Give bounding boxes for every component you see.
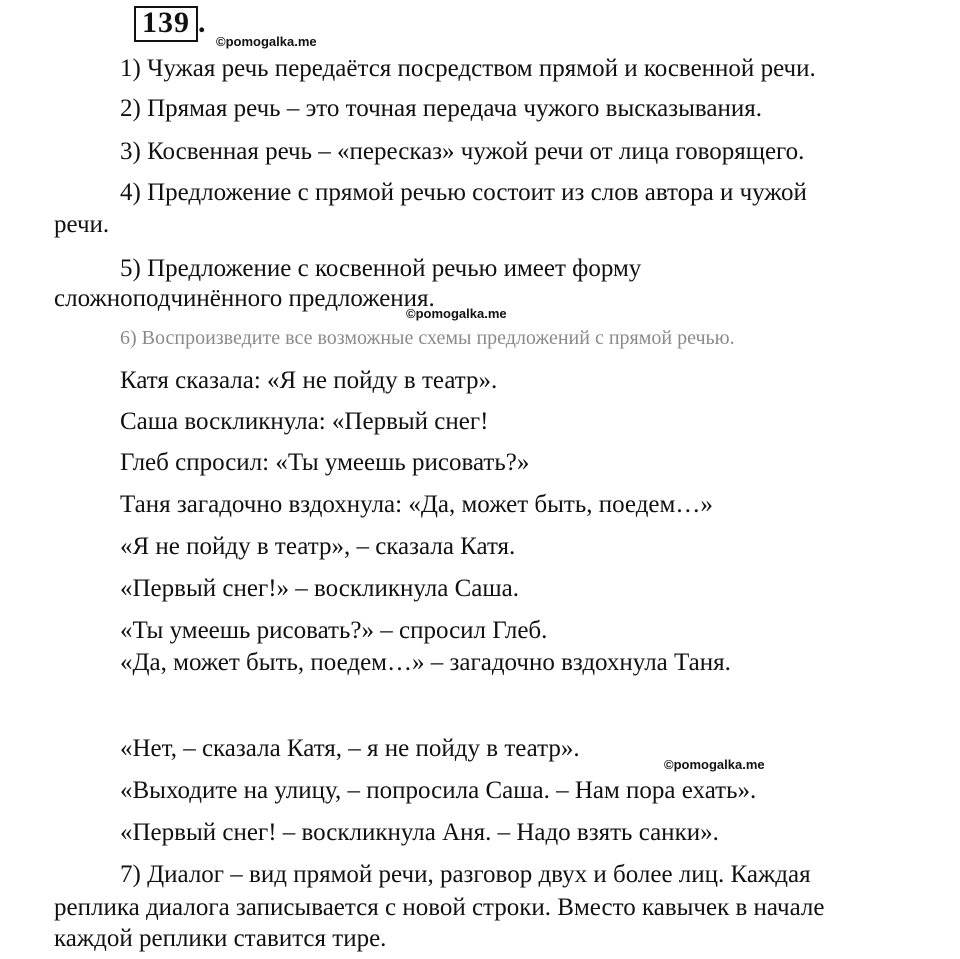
watermark: ©pomogalka.me — [406, 306, 507, 321]
example-sentence: Таня загадочно вздохнула: «Да, может быть, поедем…» — [120, 491, 713, 518]
item-3: 3) Косвенная речь – «пересказ» чужой речи от лица говорящего. — [120, 138, 805, 165]
item-6-task: 6) Воспроизведите все возможные схемы предложений с прямой речью. — [120, 327, 735, 349]
item-2: 2) Прямая речь – это точная передача чужого высказывания. — [120, 95, 762, 122]
example-sentence: «Выходите на улицу, – попросила Саша. – Нам пора ехать». — [120, 777, 757, 804]
item-1: 1) Чужая речь передаётся посредством прямой и косвенной речи. — [120, 55, 816, 82]
example-sentence: «Ты умеешь рисовать?» – спросил Глеб. — [120, 617, 548, 644]
example-sentence: «Я не пойду в театр», – сказала Катя. — [120, 533, 516, 560]
item-4-line-2: речи. — [54, 211, 110, 238]
item-7-line-3: каждой реплики ставится тире. — [54, 925, 387, 952]
item-5-line-2: сложноподчинённого предложения. — [54, 285, 435, 312]
example-sentence: «Первый снег!» – воскликнула Саша. — [120, 575, 519, 602]
item-4-line-1: 4) Предложение с прямой речью состоит из слов автора и чужой — [120, 179, 807, 206]
watermark: ©pomogalka.me — [664, 757, 765, 772]
exercise-number-dot: . — [198, 6, 206, 39]
example-sentence: Катя сказала: «Я не пойду в театр». — [120, 367, 498, 394]
item-7-line-1: 7) Диалог – вид прямой речи, разговор двух и более лиц. Каждая — [120, 861, 811, 888]
example-sentence: Саша воскликнула: «Первый снег! — [120, 408, 489, 435]
example-sentence: «Нет, – сказала Катя, – я не пойду в театр». — [120, 735, 580, 762]
example-sentence: Глеб спросил: «Ты умеешь рисовать?» — [120, 449, 530, 476]
item-5-line-1: 5) Предложение с косвенной речью имеет форму — [120, 255, 642, 282]
example-sentence: «Да, может быть, поедем…» – загадочно вздохнула Таня. — [120, 649, 731, 676]
exercise-number: 139 — [134, 6, 198, 42]
example-sentence: «Первый снег! – воскликнула Аня. – Надо взять санки». — [120, 819, 719, 846]
watermark: ©pomogalka.me — [216, 34, 317, 49]
item-7-line-2: реплика диалога записывается с новой строки. Вместо кавычек в начале — [54, 894, 825, 921]
